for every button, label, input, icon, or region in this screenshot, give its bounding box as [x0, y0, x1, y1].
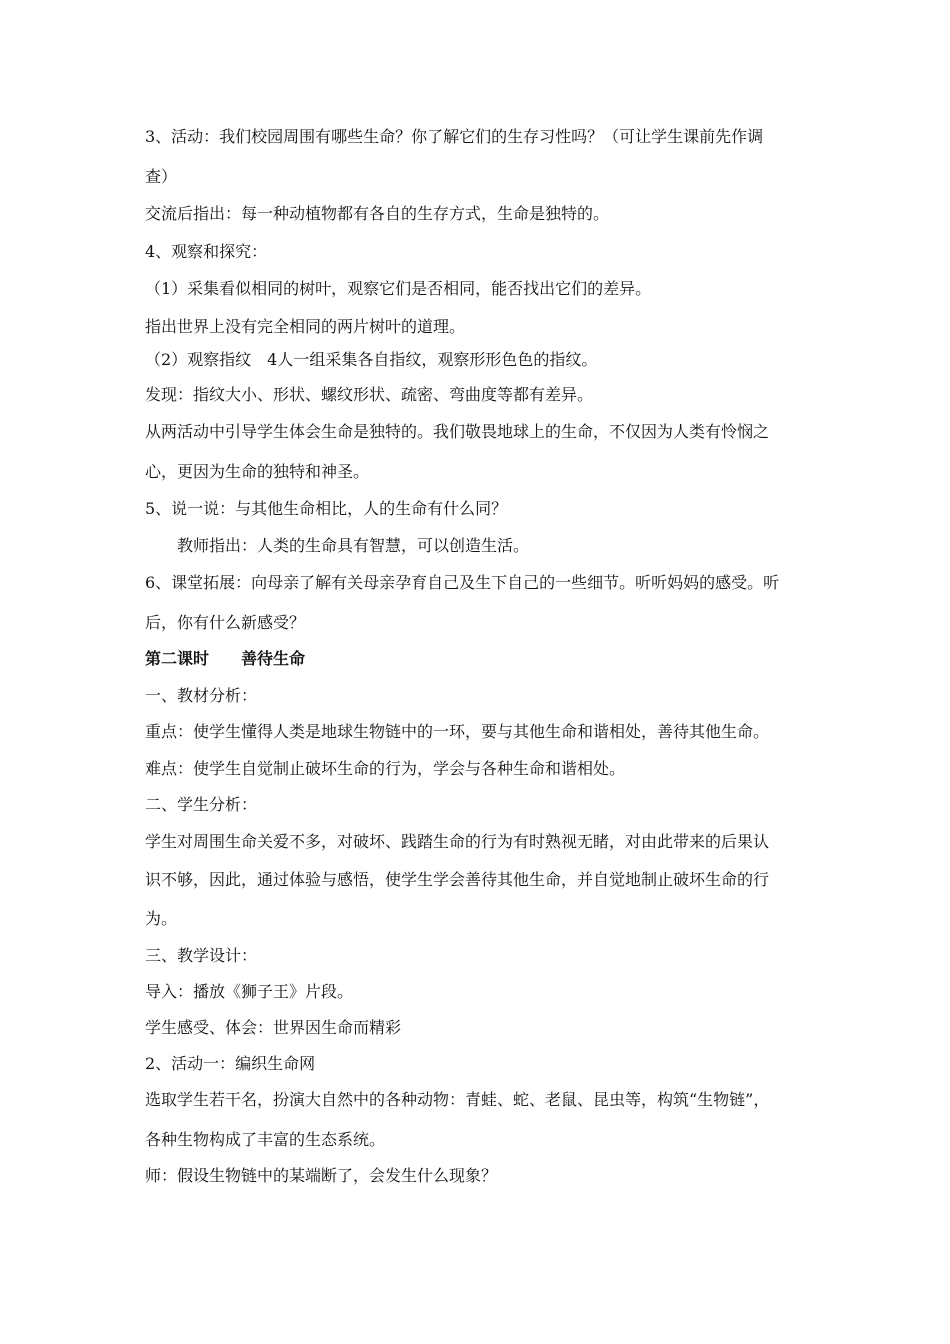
paragraph-teacher-point: 教师指出：人类的生命具有智慧，可以创造生活。 — [145, 536, 530, 555]
paragraph-unique-life-cont: 心，更因为生命的独特和神圣。 — [145, 462, 370, 481]
paragraph-student-analysis-cont: 识不够，因此，通过体验与感悟，使学生学会善待其他生命，并自觉地制止破坏生命的行 — [145, 870, 770, 889]
paragraph-discovery: 发现：指纹大小、形状、螺纹形状、疏密、弯曲度等都有差异。 — [145, 385, 594, 404]
paragraph-food-chain: 选取学生若干名，扮演大自然中的各种动物：青蛙、蛇、老鼠、昆虫等，构筑“生物链”， — [145, 1090, 770, 1109]
paragraph-unique-life: 从两活动中引导学生体会生命是独特的。我们敬畏地球上的生命，不仅因为人类有怜悯之 — [145, 422, 770, 441]
section-title-lesson-2: 第二课时 善待生命 — [145, 649, 306, 668]
paragraph-activity-3-cont: 查） — [145, 167, 178, 186]
paragraph-intro: 导入：播放《狮子王》片段。 — [145, 982, 354, 1001]
paragraph-leaves: （1）采集看似相同的树叶，观察它们是否相同，能否找出它们的差异。 — [145, 279, 652, 298]
paragraph-student-analysis-end: 为。 — [145, 909, 178, 928]
paragraph-extension-cont: 后，你有什么新感受？ — [145, 613, 306, 632]
heading-material-analysis: 一、教材分析： — [145, 686, 258, 705]
heading-observe-explore: 4、观察和探究： — [145, 242, 268, 261]
paragraph-student-feel: 学生感受、体会：世界因生命而精彩 — [145, 1018, 402, 1037]
heading-teaching-design: 三、教学设计： — [145, 946, 258, 965]
paragraph-summary: 交流后指出：每一种动植物都有各自的生存方式，生命是独特的。 — [145, 204, 610, 223]
paragraph-key-point: 重点：使学生懂得人类是地球生物链中的一环，要与其他生命和谐相处，善待其他生命。 — [145, 722, 770, 741]
paragraph-ecosystem: 各种生物构成了丰富的生态系统。 — [145, 1130, 386, 1149]
paragraph-activity-3: 3、活动：我们校园周围有哪些生命？你了解它们的生存习性吗？（可让学生课前先作调 — [145, 127, 764, 146]
paragraph-difficulty: 难点：使学生自觉制止破坏生命的行为，学会与各种生命和谐相处。 — [145, 759, 626, 778]
paragraph-say: 5、说一说：与其他生命相比，人的生命有什么同？ — [145, 499, 508, 518]
paragraph-fingerprints: （2）观察指纹 4人一组采集各自指纹，观察形形色色的指纹。 — [145, 350, 598, 369]
paragraph-leaves-point: 指出世界上没有完全相同的两片树叶的道理。 — [145, 317, 466, 336]
paragraph-student-analysis: 学生对周围生命关爱不多，对破坏、践踏生命的行为有时熟视无睹，对由此带来的后果认 — [145, 832, 770, 851]
paragraph-activity-one: 2、活动一：编织生命网 — [145, 1054, 316, 1073]
paragraph-extension: 6、课堂拓展：向母亲了解有关母亲孕育自己及生下自己的一些细节。听听妈妈的感受。听 — [145, 573, 780, 592]
heading-student-analysis: 二、学生分析： — [145, 795, 258, 814]
paragraph-teacher-question: 师：假设生物链中的某端断了，会发生什么现象？ — [145, 1166, 498, 1185]
